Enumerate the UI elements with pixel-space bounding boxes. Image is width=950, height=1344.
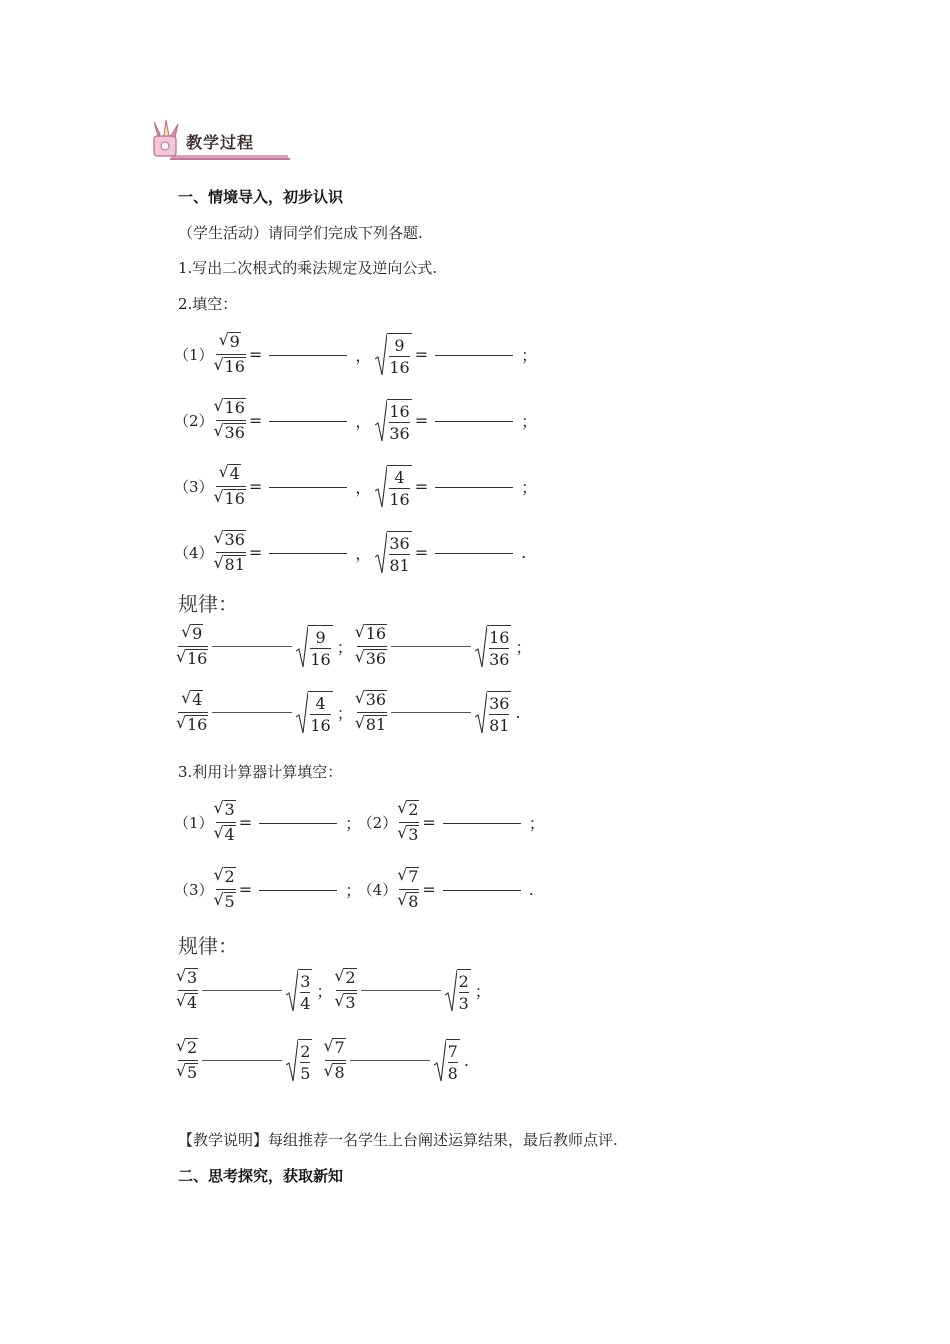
comma: ， [355,478,372,497]
radicand-fraction [487,691,511,735]
row-end: ； [521,346,538,365]
radical [216,800,236,820]
radical-fraction [399,800,419,845]
radical-sign-icon [296,625,308,669]
fraction-numerator: 7 [447,1041,458,1061]
answer-blank [435,354,513,356]
equals-sign: = [414,543,429,562]
fraction-numerator [357,624,387,644]
fraction-bar [389,488,409,489]
radical [325,1063,345,1083]
row-end: . [528,880,534,899]
fraction-denominator [399,892,419,912]
radical-fraction [357,624,387,669]
fraction-denominator [357,715,387,735]
radical-sign-icon [475,625,487,669]
rule-blank [212,646,292,647]
answer-blank [259,822,337,824]
question-1: 1.写出二次根式的乘法规定及逆向公式. [178,259,438,277]
calc-row [174,867,538,912]
radicand-fraction [308,625,332,669]
row-end: ； [521,478,538,497]
fraction-numerator [325,1038,345,1058]
item-index: （2） [365,814,398,832]
answer-blank [435,420,513,422]
rule-label-2: 规律： [178,934,238,958]
row-end: ； [336,638,353,657]
fraction-bar [389,356,409,357]
fraction-denominator [336,993,356,1013]
row-end: ； [474,982,491,1001]
fraction-numerator: 9 [315,627,326,647]
radicand: 2 [408,800,419,819]
radical [178,715,208,735]
fraction-denominator [357,649,387,669]
fill-row [174,398,541,443]
radical [336,968,356,988]
radical-of-fraction [375,465,411,509]
fraction-bar [310,648,330,649]
radical [216,530,246,550]
fraction-denominator [216,555,246,575]
fraction-denominator [399,825,419,845]
fill-row [174,332,541,377]
radical-fraction [178,1038,198,1083]
radical [399,825,419,845]
radicand: 5 [187,1063,198,1082]
radical-of-fraction [475,691,511,735]
radicand: 4 [224,825,235,844]
fraction-denominator: 16 [389,357,410,377]
radical [357,649,387,669]
radical-fraction [216,332,246,377]
radical-fraction [178,968,198,1013]
radicand: 2 [224,867,235,886]
answer-blank [269,354,347,356]
radicand: 9 [229,332,240,351]
radical-fraction [178,624,208,669]
item-index: （1） [174,346,214,364]
section-2-heading: 二、思考探究，获取新知 [178,1167,344,1185]
fraction-denominator: 4 [300,993,311,1013]
row-end: ； [345,814,362,833]
fraction-bar [310,714,330,715]
radicand-fraction [457,969,471,1013]
row-end: ； [528,814,545,833]
radical [178,993,198,1013]
radical-fraction [336,968,356,1013]
fraction-numerator [216,867,236,887]
radical [399,867,419,887]
equals-sign: = [248,477,263,496]
fraction-bar [489,648,509,649]
answer-blank [269,552,347,554]
fraction-numerator [216,332,246,352]
fraction-bar [448,1062,458,1063]
rule-row [178,690,525,735]
radicand: 3 [187,968,198,987]
radicand-fraction [298,1039,312,1083]
radical-of-fraction [286,969,312,1013]
fraction-bar [389,554,409,555]
item-index: （2） [174,412,214,430]
radicand: 8 [334,1063,345,1082]
radicand: 36 [224,423,245,442]
fraction-numerator: 3 [300,971,311,991]
fraction-numerator [178,624,208,644]
teaching-note: 【教学说明】每组推荐一名学生上台阐述运算结果，最后教师点评. [178,1131,618,1149]
comma: ， [355,412,372,431]
equals-sign: = [414,411,429,430]
radical [178,968,198,988]
radicand-fraction [487,625,511,669]
radical-sign-icon [375,399,387,443]
fraction-numerator [216,800,236,820]
row-end: ； [515,638,532,657]
radical-sign-icon [375,531,387,575]
rule-blank [391,646,471,647]
rule-blank [361,990,441,991]
rule-row [178,1038,473,1083]
question-2: 2.填空： [178,295,238,313]
fraction-denominator [216,489,246,509]
row-end: ； [345,881,362,900]
fraction-numerator [216,464,246,484]
item-index: （3） [174,478,214,496]
fraction-numerator [178,690,208,710]
radical-of-fraction [375,531,411,575]
radical-sign-icon [445,969,457,1013]
radical-fraction [216,867,236,912]
fraction-bar [389,422,409,423]
fraction-denominator: 5 [300,1063,311,1083]
radical [178,649,208,669]
radicand: 16 [224,489,245,508]
fraction-denominator: 36 [489,649,510,669]
radical-sign-icon [434,1039,446,1083]
fraction-numerator: 16 [389,401,410,421]
radical-sign-icon [375,333,387,377]
radicand: 16 [187,649,208,668]
radical-fraction [216,464,246,509]
row-end [316,1051,321,1070]
radicand: 2 [187,1038,198,1057]
radicand-fraction [298,969,312,1013]
radical-fraction [216,800,236,845]
comma: ， [355,544,372,563]
equals-sign: = [248,543,263,562]
radical [216,825,236,845]
radicand: 3 [408,825,419,844]
radical [357,690,387,710]
equals-sign: = [414,477,429,496]
radicand: 4 [229,464,240,483]
equals-sign: = [238,880,253,899]
equals-sign: = [238,813,253,832]
banner-title: 教学过程 [186,133,255,152]
fraction-numerator: 9 [394,335,405,355]
item-index: （3） [174,881,214,899]
fraction-bar [459,992,469,993]
radical [216,423,246,443]
equals-sign: = [248,345,263,364]
radicand-fraction [446,1039,460,1083]
radicand: 5 [224,892,235,911]
intro-text: （学生活动）请同学们完成下列各题. [178,224,423,242]
answer-blank [269,420,347,422]
radicand: 4 [192,690,203,709]
fraction-bar [300,1062,310,1063]
radical-of-fraction [375,333,411,377]
rule-blank [391,712,471,713]
rule-label-1: 规律： [178,592,238,616]
radicand-fraction [387,399,411,443]
radical-sign-icon [475,691,487,735]
radicand: 9 [192,624,203,643]
radical [183,624,203,644]
fraction-denominator [325,1063,345,1083]
radical-of-fraction [445,969,471,1013]
radical-fraction [325,1038,345,1083]
fraction-numerator: 2 [300,1041,311,1061]
radicand: 8 [408,892,419,911]
radical [178,1038,198,1058]
fraction-numerator [178,1038,198,1058]
radicand: 16 [224,357,245,376]
fraction-denominator [178,1063,198,1083]
radical-of-fraction [296,625,332,669]
radical [325,1038,345,1058]
radicand: 36 [365,649,387,668]
fraction-numerator: 36 [489,693,510,713]
fraction-denominator: 16 [389,489,410,509]
radical-sign-icon [286,1039,298,1083]
fraction-denominator: 16 [310,715,331,735]
radical-sign-icon [375,465,387,509]
item-index: （4） [365,881,398,899]
rule-row [178,624,535,669]
answer-blank [443,889,521,891]
radicand-fraction [387,465,411,509]
fraction-numerator: 36 [389,533,410,553]
radical [357,624,387,644]
radicand: 3 [224,800,235,819]
radical-of-fraction [375,399,411,443]
radical [216,867,236,887]
fraction-denominator [216,892,236,912]
row-end: . [515,703,521,722]
fraction-denominator: 3 [458,993,469,1013]
answer-blank [259,889,337,891]
item-index: （1） [174,814,214,832]
radical [357,715,387,735]
fraction-numerator [216,530,246,550]
fraction-denominator: 81 [389,555,410,575]
fraction-denominator: 81 [489,715,510,735]
question-3: 3.利用计算器计算填空： [178,763,343,781]
radical [216,398,246,418]
calc-row [174,800,549,845]
row-end: ； [521,412,538,431]
radical [399,800,419,820]
radical [183,690,203,710]
fraction-denominator: 16 [310,649,331,669]
radicand-fraction [387,333,411,377]
radical [216,357,246,377]
row-end: . [463,1051,469,1070]
rule-blank [202,990,282,991]
equals-sign: = [422,880,436,899]
rule-blank [350,1060,430,1061]
answer-blank [435,552,513,554]
answer-blank [269,486,347,488]
rule-blank [202,1060,282,1061]
answer-blank [443,822,521,824]
radicand: 2 [345,968,356,987]
answer-blank [435,486,513,488]
fill-row [174,464,541,509]
fraction-numerator: 4 [315,693,326,713]
radical-sign-icon [296,691,308,735]
radical-fraction [357,690,387,735]
fraction-denominator: 8 [447,1063,458,1083]
radicand: 81 [365,715,387,734]
row-end: ； [336,704,353,723]
radical [336,993,356,1013]
radical-fraction [216,530,246,575]
fill-row [174,530,530,575]
fraction-denominator [216,423,246,443]
fraction-numerator: 16 [489,627,510,647]
fraction-numerator: 2 [458,971,469,991]
radical [178,1063,198,1083]
fraction-denominator [178,649,208,669]
radicand: 81 [224,555,245,574]
fraction-numerator [399,867,419,887]
fraction-denominator [216,357,246,377]
radicand: 36 [224,530,245,549]
item-index: （4） [174,544,214,562]
radicand-fraction [308,691,332,735]
radical [221,464,241,484]
radicand: 3 [345,993,356,1012]
fraction-bar [300,992,310,993]
radical-of-fraction [434,1039,460,1083]
radical [216,892,236,912]
radicand: 36 [365,690,387,709]
fraction-numerator [336,968,356,988]
fraction-bar [489,714,509,715]
radicand: 16 [187,715,208,734]
fraction-numerator [216,398,246,418]
fraction-numerator [399,800,419,820]
radicand: 16 [365,624,387,643]
radical [399,892,419,912]
radical-of-fraction [286,1039,312,1083]
radicand: 16 [224,398,245,417]
radical [216,555,246,575]
radical-of-fraction [296,691,332,735]
equals-sign: = [414,345,429,364]
radical-of-fraction [475,625,511,669]
row-end: . [521,543,527,562]
comma: ， [355,346,372,365]
radical-fraction [178,690,208,735]
equals-sign: = [422,813,436,832]
fraction-numerator [178,968,198,988]
fraction-denominator: 36 [389,423,410,443]
radicand: 7 [334,1038,345,1057]
equals-sign: = [248,411,263,430]
rule-row [178,968,495,1013]
radical-sign-icon [286,969,298,1013]
fraction-denominator [178,993,198,1013]
radical-fraction [216,398,246,443]
rule-blank [212,712,292,713]
fraction-numerator: 4 [394,467,405,487]
radical [221,332,241,352]
radicand-fraction [387,531,411,575]
radicand: 7 [408,867,419,886]
section-banner [140,118,290,162]
radical-fraction [399,867,419,912]
fraction-numerator [357,690,387,710]
radicand: 4 [187,993,198,1012]
section-1-heading: 一、情境导入，初步认识 [178,188,344,206]
fraction-denominator [178,715,208,735]
row-end: ； [316,982,333,1001]
radical [216,489,246,509]
fraction-denominator [216,825,236,845]
